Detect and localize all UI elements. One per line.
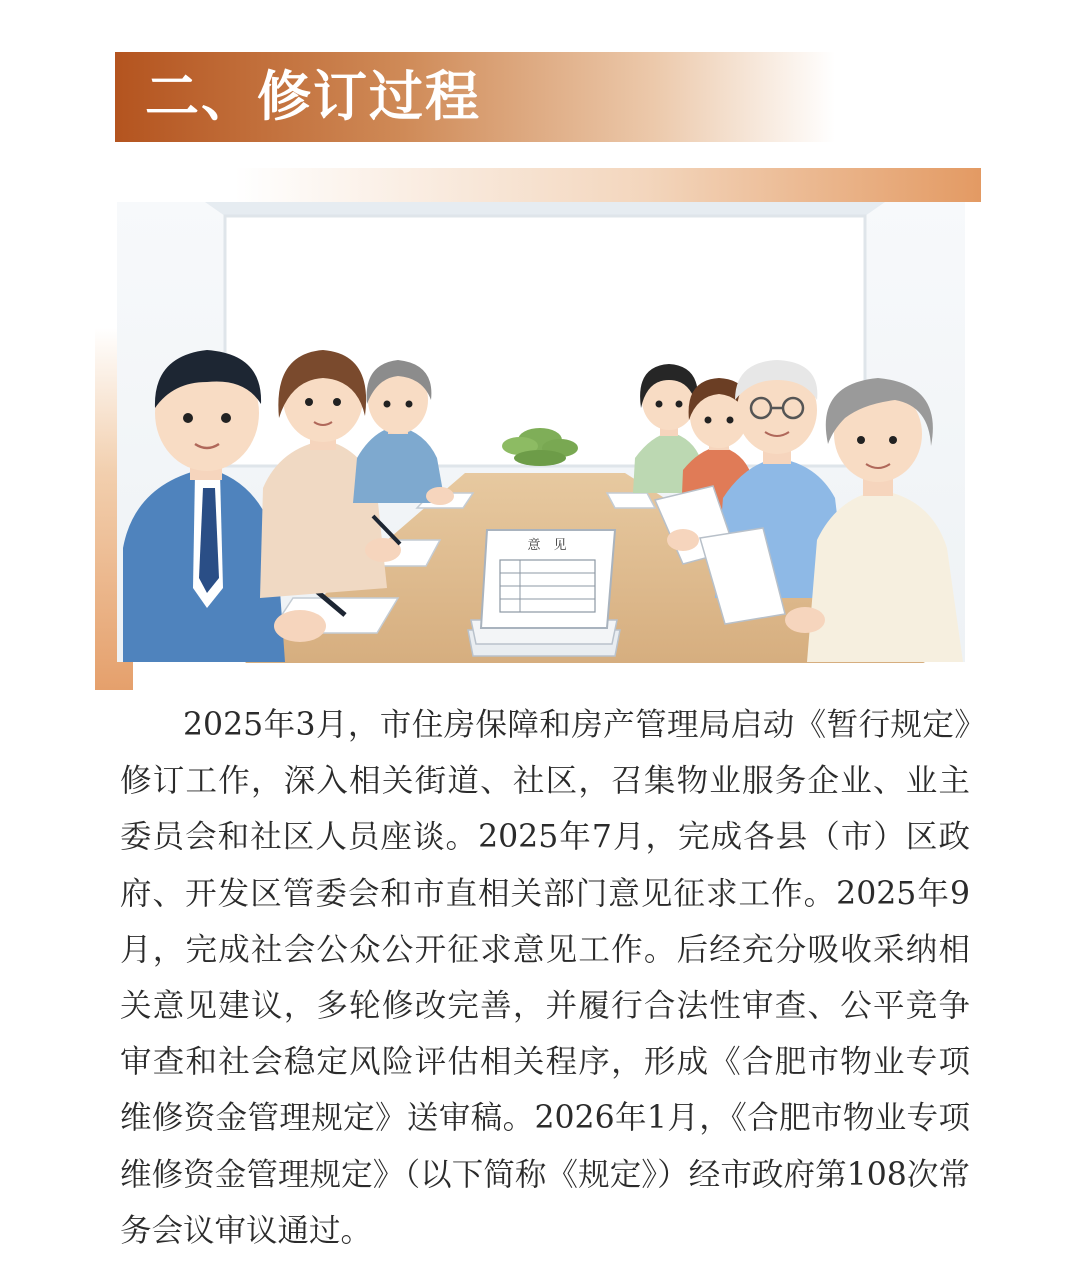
section-header-banner (115, 52, 835, 142)
document-stack (468, 530, 620, 656)
section-title: 二、修订过程 (145, 65, 481, 128)
paper-right-back (607, 493, 655, 508)
meeting-illustration (95, 168, 981, 690)
body-paragraph: 2025年3月，市住房保障和房产管理局启动《暂行规定》修订工作，深入相关街道、社区，召集物业服务企业、业主委员会和社区人员座谈。2025年7月，完成各县（市）区政府、开发区管委会和市直相关部门意见征求工作。2025年9月，完成社会公众公开征求意见工作。后经充分吸收采纳相关意见建议，多轮修改完善，并履行合法性审查、公平竞争审查和社会稳定风险评估相关程序，形成《合肥市物业专项维修资金管理规定》送审稿。2026年1月，《合肥市物业专项维修资金管理规定》（以下简称《规定》）经市政府第108次常务会议审议通过。 (120, 707, 970, 1249)
document-header-text: 意 见 (527, 538, 567, 553)
frame-top-bar (235, 168, 981, 202)
ceiling-edge (205, 202, 885, 216)
